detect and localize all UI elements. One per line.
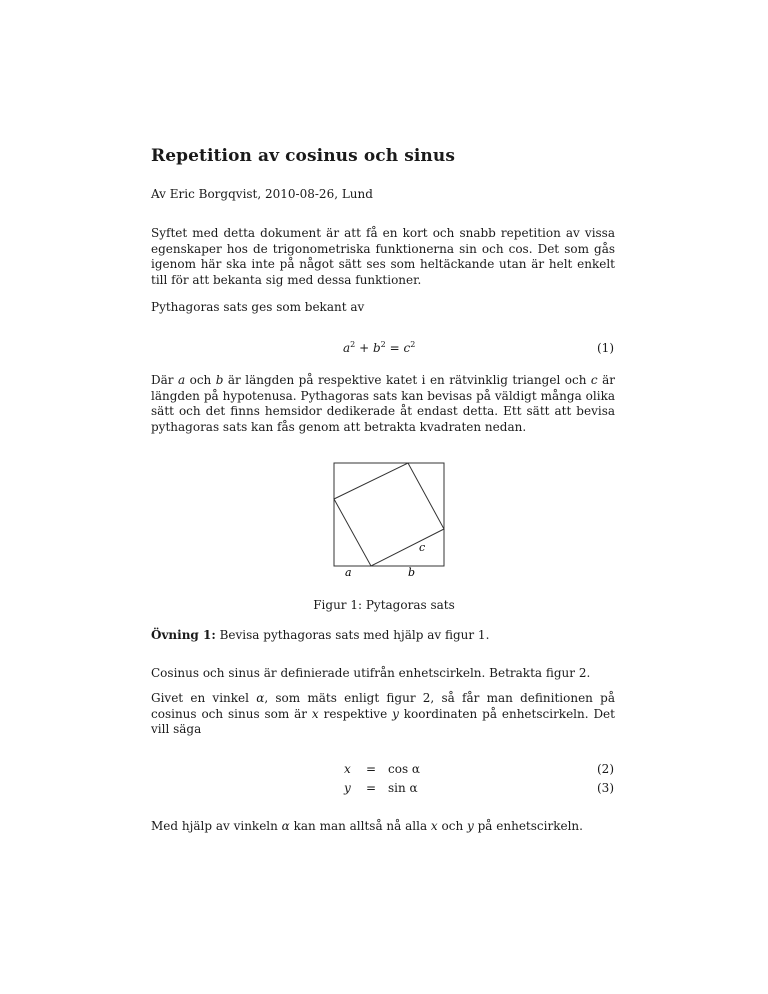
equation-3: y = sin α xyxy=(344,781,418,795)
equation-1: $a^2 + b^2 = c^2$ xyxy=(343,340,416,355)
document-title: Repetition av cosinus och sinus xyxy=(151,146,456,166)
cos-sin-intro: Cosinus och sinus är definierade utifrån enhetscirkeln. Betrakta figur 2. xyxy=(151,666,591,680)
figure-pythagoras-square xyxy=(325,455,455,580)
label-a: a xyxy=(345,566,352,579)
outer-square xyxy=(334,463,444,566)
byline: Av Eric Borgqvist, 2010-08-26, Lund xyxy=(151,187,373,201)
definition-paragraph: Där a och b är längden på respektive katet i en rätvinklig triangel och c är längden på hypotenusa. Pythagoras sats kan bevisas på väldigt många olika sätt och det finns hemsidor dedikerade åt endast detta. Ett sätt att bevisa pythagoras sats kan fås genom att betrakta kvadraten nedan. xyxy=(151,373,615,434)
equation-2: x = cos α xyxy=(344,762,421,776)
closing-paragraph: Med hjälp av vinkeln α kan man alltså nå alla x och y på enhetscirkeln. xyxy=(151,819,583,833)
angle-paragraph: Givet en vinkel α, som mäts enligt figur 2, så får man definitionen på cosinus och sinus som är x respektive y koordinaten på enhetscirkeln. Det vill säga xyxy=(151,691,615,737)
inner-square xyxy=(334,463,444,566)
pythagoras-intro: Pythagoras sats ges som bekant av xyxy=(151,300,365,314)
equation-3-number: (3) xyxy=(597,781,614,795)
label-b: b xyxy=(408,566,416,579)
intro-paragraph: Syftet med detta dokument är att få en kort och snabb repetition av vissa egenskaper hos de trigonometriska funktionerna sin och cos. Det som gås igenom här ska inte på något sätt ses som heltäckande utan är helt enkelt till för att bekanta sig med dessa funktioner. xyxy=(151,226,615,287)
exercise-1: Övning 1: Bevisa pythagoras sats med hjälp av figur 1. xyxy=(151,628,490,642)
label-c: c xyxy=(419,541,426,554)
figure-caption: Figur 1: Pytagoras sats xyxy=(313,598,455,612)
equation-1-number: (1) xyxy=(597,341,614,355)
equation-2-number: (2) xyxy=(597,762,614,776)
